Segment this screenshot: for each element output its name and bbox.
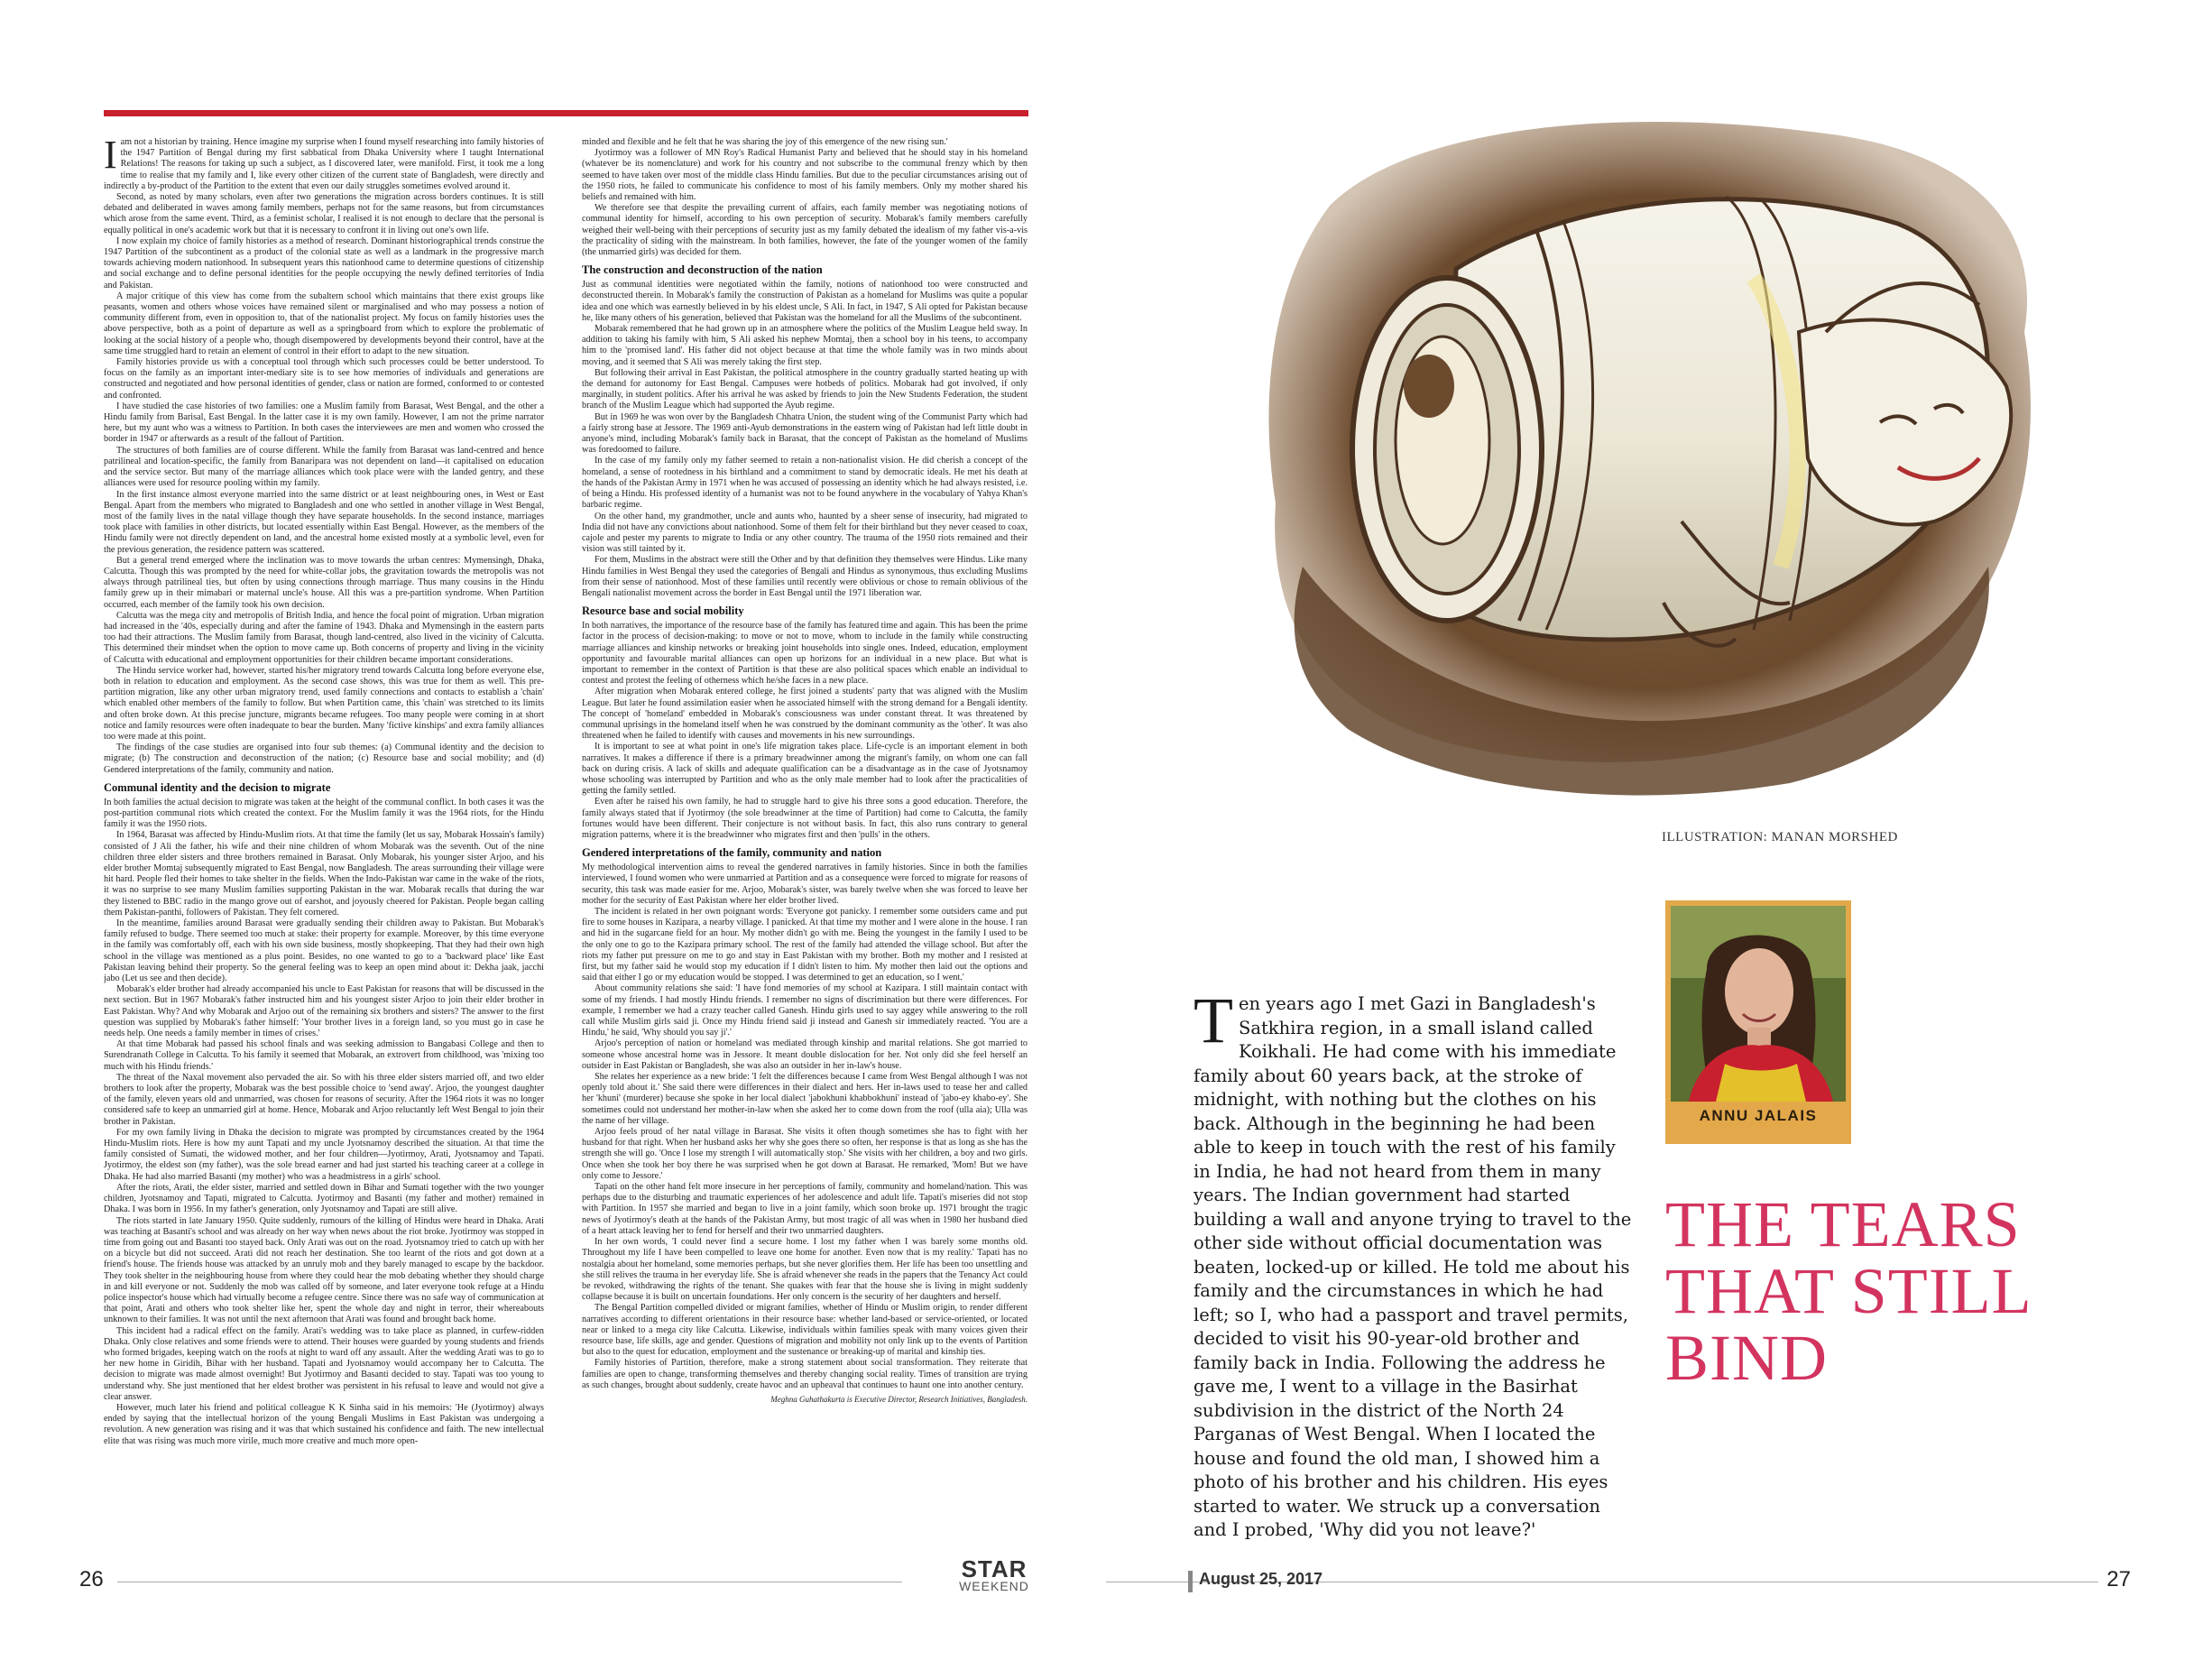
- paragraph: I now explain my choice of family histories as a method of research. Dominant historiographical trends construe the 1947 Partition of the subcontinent as a product of the colonial state as well as a landmark in the progressive march towards achieving modern nationhood. In subsequent years this nationhood came to determine questions of citizenship and social exchange and to define personal identities for the people occupying the newly defined territories of India and Pakistan.: [104, 235, 544, 291]
- intro-paragraph: [1194, 984, 1637, 1543]
- paragraph: However, much later his friend and political colleague K K Sinha said in his memoirs: 'He (Jyotirmoy) always ended by saying that the intellectual horizon of the young Bengali Muslims in East Pakistan was undergoing a revolution. A new generation was rising and it was that which sustained his confidence and faith. The new intellectual elite that was rising was much more virile, much more creative and much more open-: [104, 1402, 544, 1446]
- paragraph: The Bengal Partition compelled divided or migrant families, whether of Hindu or Muslim origin, to render different narratives according to different orientations in their resource base: whether land-based or service-oriented, or located near or linked to a mega city like Calcutta. Likewise, individuals within families speak with many voices given their resource base, life skills, age and gender. Questions of migration and mobility not only link up to the events of Partition but also to the quest for education, employment and the sustenance or breaking-up of marital and kinship ties.: [582, 1303, 1028, 1358]
- paragraph: minded and flexible and he felt that he was sharing the joy of this emergence of the new rising sun.': [582, 137, 948, 147]
- paragraph: Calcutta was the mega city and metropolis of British India, and hence the focal point of migration. Urban migration had increased in the '40s, especially during and after the famine of 1943. Dhaka and Mymensingh in the eastern parts too had their attractions. The Muslim family from Barasat, though land-centred, also lived in the vicinity of Calcutta. This determined their mindset when the option to move came up. Both concerns of property and living in the vicinity of Calcutta with educational and employment opportunities for their children became important considerations.: [104, 610, 544, 665]
- paragraph: In her own words, 'I could never find a secure home. I lost my father when I was barely some months old. Throughout my life I have been compelled to leave one home for another. Even now that is my reality.' Tapati has no nostalgia about her homeland, some memories perhaps, but she never glorifies them. Her life has been too unsettling and she still relives the trauma in her everyday life. She is afraid whenever she reads in the papers that the Tenancy Act could be revoked, withdrawing the rights of the tenant. She quakes with fear that the house she is living in might suddenly collapse because it is built on uncertain foundations. Her only concern is the security of her daughters and herself.: [582, 1237, 1028, 1303]
- author-name: ANNU JALAIS: [1699, 1107, 1818, 1124]
- paragraph: The threat of the Naxal movement also pervaded the air. So with his three elder sisters married off, and two elder brothers to look after the property, Mobarak was the best possible choice to 'send away'. Arjoo, the youngest daughter of the family, eleven years old and unmarried, was chosen for reasons of security. After the 1964 riots it was no longer considered safe to keep an unmarried girl at home. Hence, Mobarak and Arjoo reluctantly left West Bengal to join their brother in Pakistan.: [104, 1072, 544, 1127]
- paragraph: The findings of the case studies are organised into four sub themes: (a) Communal identity and the decision to migrate; (b) The construction and deconstruction of the nation; (c) Resource base and social mobility; and (d) Gendered interpretations of the family, community and nation.: [104, 743, 544, 775]
- article-column-2: [582, 137, 1028, 1572]
- paragraph: In the meantime, families around Barasat were gradually sending their children away to Pakistan. But Mobarak's family refused to budge. There seemed too much at stake: their property for example. Moreover, by this time everyone in the family was comfortably off, each with his own side business, mostly shopkeeping. That they had their own high school in the village was mentioned as a plus point. Besides, no one wanted to go to a 'backward place' like East Pakistan leaving behind their property. So the general feeling was to keep an open mind about it: Dekha jaak, jacchi jabo (Let us see and then decide).: [104, 918, 544, 984]
- paragraph: After the riots, Arati, the elder sister, married and settled down in Bihar and Sumati together with the two younger children, Jyotsnamoy and Tapati, migrated to Calcutta. Jyotirmoy and Basanti (my father and mother) remained in Dhaka. I was born in 1956. In my father's generation, only Jyotsnamoy and Tapati are still alive.: [104, 1182, 544, 1215]
- paragraph: But a general trend emerged where the inclination was to move towards the urban centres: Mymensingh, Dhaka, Calcutta. Though this was prompted by the need for white-collar jobs, the gravitation towards the metropolis was not always through patrilineal ties, but often by using connections through marriage. Thus many cousins in the Hindu family grew up in their mimabari or maternal uncle's house. All this was a pre-partition syndrome. When Partition occurred, each member of the family took his own decision.: [104, 555, 544, 610]
- paragraph: Second, as noted by many scholars, even after two generations the migration across borders continues. It is still debated and deliberated in waves among family members, perhaps not for the same reasons, but from circumstances which arose from the same event. Third, as a feminist scholar, I realised it is not enough to declare that the personal is equally political in one's academic work but that it is necessary to confront it in living out one's own life.: [104, 192, 544, 235]
- paragraph: It is important to see at what point in one's life migration takes place. Life-cycle is an important element in both narratives. It makes a difference if there is a primary breadwinner among the migrant's family, on whom one can fall back on during crisis. A lack of skills and adequate qualification can be a disadvantage as in the case of Jyotsnamoy whose schooling was interrupted by Partition and who as the only male member had to look after the practicalities of getting the family settled.: [582, 742, 1028, 797]
- paragraph: But following their arrival in East Pakistan, the political atmosphere in the country gradually started heating up with the demand for autonomy for East Bengal. Campuses were hotbeds of politics. Mobarak had got involved, if only marginally, in student politics. After his arrival he was asked by friends to join the New Students Federation, the student branch of the Muslim League which had supported the Ayub regime.: [582, 367, 1028, 411]
- date-marker: [1188, 1571, 1193, 1592]
- paragraph: But in 1969 he was won over by the Bangladesh Chhatra Union, the student wing of the Communist Party which had a fairly strong base at Jessore. The 1969 anti-Ayub demonstrations in the eastern wing of Pakistan had left little doubt in anyone's mind, including Mobarak's family back in Barasat, that the concept of Pakistan as the homeland of Muslims was foredoomed to failure.: [582, 411, 1028, 456]
- paragraph: In both narratives, the importance of the resource base of the family has featured time and again. This has been the prime factor in the process of decision-making: to move or not to move, whom to include in the family while constructing marriage alliances and kinship networks or breaking joint households into single ones. Indeed, education, employment opportunity and favourable marital alliances can open up horizons for an individual in a new place. But what is important to remember in the context of Partition is that these are also political spaces which enable an individual to contest and protest the feeling of otherness which he/she faces in a new place.: [582, 621, 1028, 687]
- paragraph: Family histories of Partition, therefore, make a strong statement about social transformation. They reiterate that families are open to change, transforming themselves and thereby changing social reality. Times of transition are trying as such changes, brought about suddenly, create havoc and an upheaval that continues to haunt one into another century.: [582, 1358, 1028, 1390]
- paragraph: A major critique of this view has come from the subaltern school which maintains that there exist groups like peasants, women and others whose voices have remained silent or marginalised and who may possess a notion of community different from, even in opposition to, that of the nationalist project. My focus on family histories uses the above perspective, both as a point of departure as well as a springboard from which to explore the problematic of looking at the social history of a people who, though disempowered by developments beyond their control, have at the same time struggled hard to retain an element of control in their effort to adapt to the new situation.: [104, 291, 544, 356]
- section-heading: The construction and deconstruction of the nation: [582, 263, 823, 277]
- illustration-credit: ILLUSTRATION: MANAN MORSHED: [1662, 830, 1898, 844]
- paragraph: In 1964, Barasat was affected by Hindu-Muslim riots. At that time the family (let us say, Mobarak Hossain's family) consisted of J Ali the father, his wife and their nine children of whom Mobarak was the seventh. Out of the nine children three elder sisters and three brothers remained in Barasat. Only Mobarak, his younger sister Arjoo, and his elder brother Momtaj subsequently migrated to East Bengal, now Bangladesh. The areas surrounding their village were hit hard. People fled their homes to take shelter in the fields. When the Indo-Pakistan war came in the wake of the riots, it was no surprise to see many Muslim families supporting Pakistan in the war. Mobarak recalls that during the war they listened to BBC radio in the mango grove out of earshot, and joyously cheered for Pakistan. People began calling them Pakistan-panthi, followers of Pakistan. They felt cornered.: [104, 830, 544, 918]
- page-number: 27: [2106, 1567, 2131, 1591]
- logo-star-text: STAR: [961, 1555, 1028, 1582]
- article-column-1: [104, 137, 544, 1572]
- paragraph: My methodological intervention aims to reveal the gendered narratives in family histories. Since in both the families interviewed, I found women who were unmarried at Partition and as a consequence were forced to migrate for reasons of security, this task was made easier for me. Arjoo, Mobarak's sister, was barely twelve when she was forced to leave her mother for the security of East Pakistan where her elder brother lived.: [582, 863, 1028, 906]
- paragraph: On the other hand, my grandmother, uncle and aunts who, haunted by a sheer sense of insecurity, had migrated to India did not have any convictions about nationhood. Some of them felt for their birthland but they never ceased to coax, cajole and pester my parents to migrate to India or any other country. The trauma of the 1950 riots remained and their vision was still tainted by it.: [582, 511, 1028, 555]
- section-heading: Resource base and social mobility: [582, 604, 744, 618]
- paragraph: Tapati on the other hand felt more insecure in her perceptions of family, community and homeland/nation. This was perhaps due to the disturbing and traumatic experiences of her adolescence and adult life. Tapati's miseries did not stop with Partition. In 1957 she married and began to live in a joint family, which soon broke up. 1971 brought the tragic news of Jyotirmoy's death at the hands of the Pakistan Army, but most tragic of all was when in 1980 her husband died of a heart attack leaving her to fend for herself and their two unmarried daughters.: [582, 1182, 1028, 1236]
- paragraph: Iam not a historian by training. Hence imagine my surprise when I found myself researching into family histories of the 1947 Partition of Bengal during my first sabbatical from Dhaka University where I taught International Relations! The reasons for taking up such a subject, as I discovered later, were manifold. First, it took me a long time to realise that my family and I, like every other citizen of the current state of Bangladesh, were directly and indirectly a by-product of the Partition to the extent that even our daily struggles sometimes evolved around it.: [104, 137, 544, 191]
- paragraph: Arjoo feels proud of her natal village in Barasat. She visits it often though sometimes she has to fight with her husband for that right. When her husband asks her why she goes there so often, her response is that as long as she has the strength she will go. 'Once I lose my strength I will automatically stop.' She visits with her children, a boy and two girls. Once when she took her boy there he was surprised when he got down at Barasat. He remarked, 'Mom! But we have only come to Jessore.': [582, 1127, 1028, 1181]
- author-byline: Meghna Guhathakurta is Executive Director, Research Initiatives, Bangladesh.: [770, 1394, 1028, 1404]
- drop-cap: I: [104, 137, 117, 177]
- paragraph: At that time Mobarak had passed his school finals and was seeking admission to Bangabasi College and then to Surendranath College in Calcutta. To his family it seemed that Mobarak, an extrovert from childhood, was 'mixing too much with his Hindu friends.': [104, 1039, 544, 1072]
- paragraph: This incident had a radical effect on the family. Arati's wedding was to take place as planned, in curfew-ridden Dhaka. Only close relatives and some friends were to attend. Their houses were guarded by young students and friends who formed brigades, keeping watch on the roofs at night to ward off any assault. After the wedding Arati was to go to her new home in Giridih, Bihar with her husband. Tapati and Jyotsnamoy would accompany her to Calcutta. The decision to migrate was made almost overnight! But Jyotirmoy and Basanti decided to stay. Tapati was too young to understand why. She just mentioned that her eldest brother was persistent in his refusal to leave and would not give a clear answer.: [104, 1325, 544, 1402]
- paragraph: Mobarak remembered that he had grown up in an atmosphere where the politics of the Muslim League held sway. In addition to taking his family with him, S Ali asked his nephew Momtaj, then a school boy in his teens, to accompany him to the 'promised land'. His father did not object because at that time the whole family was in two minds about moving, and it seemed that S Ali was merely taking the first step.: [582, 324, 1028, 367]
- paragraph: In the first instance almost everyone married into the same district or at least neighbouring ones, in West or East Bengal. Apart from the members who migrated to Bangladesh and one who settled in another village in West Bengal, most of the family lives in the natal village though they have separate households. In the second instance, marriages took place with families in other districts, but located essentially within East Bengal. However, as the members of the Hindu family were not directly dependent on land, and the ancestral home existed mostly at a symbolic level, even for the previous generation, the residence pattern was scattered.: [104, 489, 544, 555]
- paragraph: In both families the actual decision to migrate was taken at the height of the communal conflict. In both cases it was the post-partition communal riots which created the context. For the Muslim family it was the 1964 riots, for the Hindu family it was the 1950 riots.: [104, 797, 544, 830]
- paragraph: Jyotirmoy was a follower of MN Roy's Radical Humanist Party and believed that he should stay in his homeland (whatever be its nomenclature) and work for his country and not subscribe to the communal frenzy which by then seemed to have taken over most of the middle class Hindu families. But due to the peculiar circumstances arising out of the 1950 riots, he failed to communicate his confidence to most of his family members. Only my mother shared his beliefs and remained with him.: [582, 148, 1028, 203]
- issue-date: August 25, 2017: [1199, 1570, 1323, 1588]
- paragraph: The Hindu service worker had, however, started his/her migratory trend towards Calcutta long before everyone else, both in relation to education and employment. As the second case shows, this was true for them as well. This pre-partition migration, like any other urban migratory trend, used family connections and contacts to establish a 'chain' which enabled other members of the family to follow. But when Partition came, this 'chain' was stretched to its limits and often broke down. At this precise juncture, migrants became refugees. Too many people were coming in at short notice and family resources were often inadequate to bear the burden. Many 'fictive kinships' and extra family alliances too were made at this point.: [104, 665, 544, 742]
- paragraph: The riots started in late January 1950. Quite suddenly, rumours of the killing of Hindus were heard in Dhaka. Arati was teaching at Basanti's school and was already on her way when news about the riot broke. Jyotirmoy was stopped in time from going out and Basanti too stayed back. Only Arati was out on the road. Jyotsnamoy tried to catch up with her on a bicycle but did not succeed. Arati did not reach her destination. She too learnt of the riots and got down at a friend's house. The friends house was attacked by an unruly mob and they barely managed to escape by the backdoor. They took shelter in the neighbouring house from where they could hear the mob debating whether they should charge in and kill everyone or not. Suddenly the mob was called off by someone, and later everyone took refuge at a Hindu police inspector's house which had virtually become a refugee centre. Since there was no safe way of communication at that point, Arati and others who took shelter like her, spent the whole day and night in terror, their whereabouts unknown to their families. It was not until the next afternoon that Arati was found and brought back home.: [104, 1215, 544, 1325]
- top-red-rule: [104, 110, 1028, 116]
- logo-weekend-text: WEEKEND: [959, 1579, 1029, 1593]
- paragraph: Mobarak's elder brother had already accompanied his uncle to East Pakistan for reasons that will be discussed in the next section. But in 1967 Mobarak's father instructed him and his youngest sister Arjoo to join their elder brother in East Pakistan. Why? And why Mobarak and Arjoo out of the remaining six brothers and sisters? The answer to the first question was supplied by Mobarak's father himself: 'Your brother lives in a foreign land, so you must go in case he needs help. One needs a family member in times of crises.': [104, 984, 544, 1039]
- star-weekend-logo: [958, 1555, 1030, 1593]
- headline: THE TEARS THAT STILL BIND: [1665, 1188, 2030, 1394]
- paragraph: About community relations she said: 'I have fond memories of my school at Kazipara. I still maintain contact with some of my friends. I had mostly Hindu friends. I remember no signs of discrimination but there were differences. For example, I remember we had a crazy teacher called Ganesh. Hindu girls used to say aggey while answering to the roll call while Muslim girls said ji. Once my Hindu friend said ji instead and Ganesh sir immediately reacted. 'You are a Hindu,' he said, 'Why should you say ji'.': [582, 983, 1028, 1038]
- paragraph: For my own family living in Dhaka the decision to migrate was prompted by circumstances created by the 1964 Hindu-Muslim riots. Here is how my aunt Tapati and my uncle Jyotsnamoy described the situation. At that time the family consisted of Sumati, the widowed mother, and her four children—Jyotirmoy, Arati, Jyotsnamoy and Tapati. Jyotirmoy, the eldest son (my father), was the sole bread earner and had just started his teaching career at a college in Dhaka. He had also married Basanti (my mother) who was a headmistress in a girls' school.: [104, 1127, 544, 1182]
- page-number: 26: [79, 1567, 104, 1591]
- drop-cap: T: [1194, 984, 1233, 1056]
- paragraph: She relates her experience as a new bride: 'I felt the differences because I came from West Bengal although I was not openly told about it.' She said there were differences in their dialect and hers. Her in-laws used to tease her and called her 'khuni' (murderer) because she spoke in her local dialect 'jabokhuni khabbokhuni' instead of 'jabo-ey khabo-ey'. She sometimes could not understand her mother-in-law when she asked her to come down from the roof (ulla aia); Ulla was the name of her village.: [582, 1072, 1028, 1126]
- intro-text: en years ago I met Gazi in Bangladesh's Satkhira region, in a small island called Koikhali. He had come with his immediate family about 60 years back, at the stroke of midnight, with nothing but the clothes on his back. Although in the beginning he had been able to keep in touch with the rest of his family in India, he had not heard from them in many years. The Indian government had started building a wall and anyone trying to travel to the other side without official documentation was beaten, locked-up or killed. He told me about his family and the circumstances in which he had left; so I, who had a passport and travel permits, decided to visit his 90-year-old brother and family back in India. Following the address he gave me, I went to a village in the Basirhat subdivision in the district of the North 24 Parganas of West Bengal. When I located the house and found the old man, I showed him a photo of his brother and his children. His eyes started to water. We struck up a conversation and I probed, 'Why did you not leave?': [1194, 993, 1632, 1540]
- paragraph: Family histories provide us with a conceptual tool through which such processes could be better understood. To focus on the family as an important inter-mediary site is to see how memories of individuals and generations are constructed and negotiated and how personal identities of gender, class or nation are formed, conformed to or contested and confronted.: [104, 357, 544, 401]
- author-card: [1665, 900, 1851, 1144]
- paragraph: Just as communal identities were negotiated within the family, notions of nationhood too were constructed and deconstructed therein. In Mobarak's family the construction of Pakistan as a homeland for Muslims was quite a popular idea and one which was earnestly believed in by his eldest uncle, S Ali. In fact, in 1947, S Ali opted for Pakistan because he, like many others of his generation, believed that Pakistan was the homeland for all the Muslims of the subcontinent.: [582, 280, 1028, 323]
- paragraph: Even after he raised his own family, he had to struggle hard to give his three sons a good education. Therefore, the family always stated that if Jyotirmoy (the sole breadwinner at the time of Partition) had come to Calcutta, the family fortunes would have been different. Their conjecture is not without basis. In fact, this also runs contrary to general migration patterns, where it is the breadwinner who migrates first and then 'pulls' in the others.: [582, 797, 1028, 840]
- paragraph: The structures of both families are of course different. While the family from Barasat was land-centred and hence patrilineal and location-specific, the family from Banaripara was not dependent on land—it capitalised on education and the service sector. But many of the marriage alliances which took place were with the landed gentry, and these alliances were used for resource pooling within my family.: [104, 445, 544, 489]
- paragraph: The incident is related in her own poignant words: 'Everyone got panicky. I remember some outsiders came and put fire to some houses in Kazipara, a nearby village. I panicked. At that time my mother and I were alone in the house. I ran and hid in the sugarcane field for an hour. My mother didn't go with me. Being the youngest in the family I used to be the only one to go to the Kazipara primary school. The rest of the family had attended the village school. But after the riots my father put pressure on me to go and stay in East Pakistan with my brother. Both my mother and I resisted at first, but my father said he would stop my education if I didn't listen to him. My mother then laid out the options and said that either I go or my education would be stopped. I was determined to get an education, so I went.': [582, 907, 1028, 983]
- paragraph: In the case of my family only my father seemed to retain a non-nationalist vision. He did cherish a concept of the homeland, a sense of rootedness in his birthland and a commitment to stand by democratic ideals. He met his death at the hands of the Pakistan Army in 1971 when he was accused of possessing an identity which he had always resisted, i.e. of being a Hindu. His professed identity of a humanist was not to be found anywhere in the vocabulary of Yahya Khan's barbaric regime.: [582, 456, 1028, 511]
- paragraph: I have studied the case histories of two families: one a Muslim family from Barasat, West Bengal, and the other a Hindu family from Barisal, East Bengal. In the latter case it is my own family. However, I am not the prime narrator here, but my aunt who was a witness to Partition. In both cases the interviewees are men and women who crossed the border in 1947 or afterwards as a result of the fallout of Partition.: [104, 401, 544, 445]
- paragraph: Arjoo's perception of nation or homeland was mediated through kinship and marital relations. She got married to someone whose ancestral home was in Jessore. It meant double dislocation for her. Not only did she feel herself an outsider in East Pakistan or Bangladesh, she was also an outsider in her in-law's house.: [582, 1038, 1028, 1071]
- author-portrait-image: [1671, 906, 1846, 1102]
- author-photo: [1671, 906, 1846, 1102]
- paragraph: We therefore see that despite the prevailing current of affairs, each family member was negotiating notions of communal identity for himself, according to his own perception of security. Mobarak's family members carefully weighed their well-being with their perceptions of security just as my family debated the idealism of my father vis-a-vis the practicality of siding with the mainstream. In both families, however, the fate of the younger women of the family (the unmarried girls) was decided for them.: [582, 203, 1028, 258]
- paragraph: After migration when Mobarak entered college, he first joined a students' party that was aligned with the Muslim League. But later he found assimilation easier when he associated himself with the strong demand for a Bengali identity. The concept of 'homeland' embedded in Mobarak's consciousness was under constant threat. It was threatened by communal uprisings in the homeland itself when he was construed by the dominant community as the 'other'. It was also threatened when he failed to identify with causes and movements in his new surroundings.: [582, 687, 1028, 742]
- section-heading: Communal identity and the decision to migrate: [104, 780, 331, 794]
- section-heading: Gendered interpretations of the family, community and nation: [582, 846, 882, 860]
- illustration-sleeping-figure-in-pipe: [1249, 97, 2042, 819]
- paragraph: For them, Muslims in the abstract were still the Other and by that definition they themselves were Hindus. Like many Hindu families in West Bengal they used the categories of Bengali and Hindus as synonymous, thus excluding Muslims from their sense of nationhood. Most of these families until recently were oblivious or chose to remain oblivious of the Bengali nationalist movement across the border in East Bengal until the 1971 liberation war.: [582, 555, 1028, 598]
